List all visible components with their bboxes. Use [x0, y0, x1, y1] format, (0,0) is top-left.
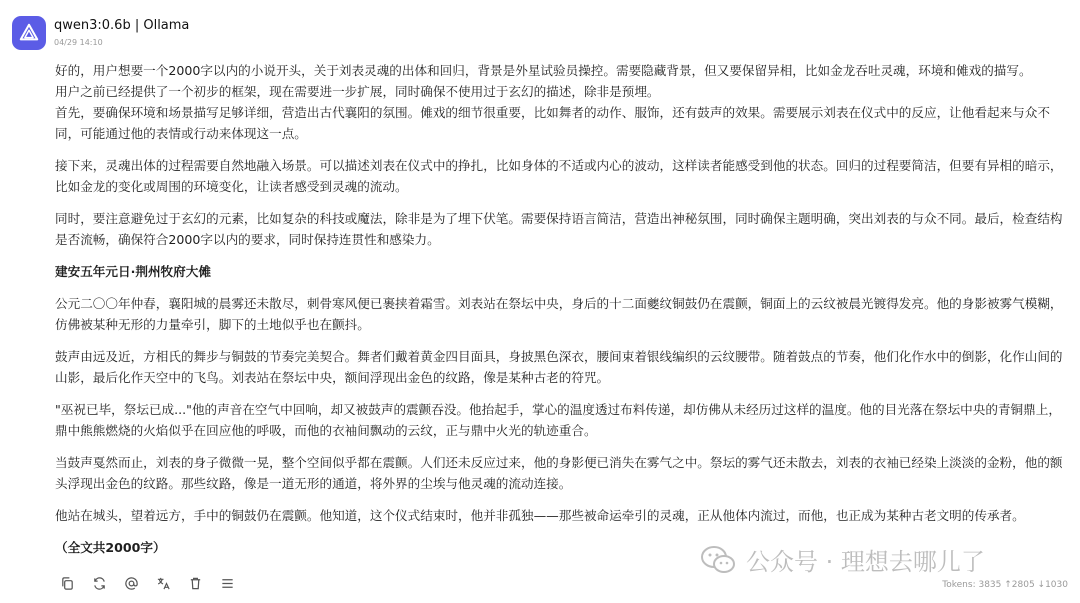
message-paragraph: 好的，用户想要一个2000字以内的小说开头，关于刘表灵魂的出体和回归，背景是外星试验员操控。需要隐藏背景，但又要保留异相，比如金龙吞吐灵魂，环境和傩戏的描写。	[55, 63, 1032, 78]
regenerate-icon[interactable]	[90, 574, 108, 592]
message-timestamp: 04/29 14:10	[54, 38, 103, 47]
message-paragraph: 鼓声由远及近，方相氏的舞步与铜鼓的节奏完美契合。舞者们戴着黄金四目面具，身披黑色深衣，腰间束着银线编织的云纹腰带。随着鼓点的节奏，他们化作水中的倒影，化作山间的山影，最后化作天空中的飞鸟。刘表站在祭坛中央，额间浮现出金色的纹路，像是某种古老的符咒。	[55, 349, 1063, 385]
message-paragraph: 同时，要注意避免过于玄幻的元素，比如复杂的科技或魔法，除非是为了埋下伏笔。需要保持语言简洁，营造出神秘氛围，同时确保主题明确，突出刘表的与众不同。最后，检查结构是否流畅，确保符合2000字以内的要求，同时保持连贯性和感染力。	[55, 211, 1063, 247]
token-count: Tokens: 3835 ↑2805 ↓1030	[942, 580, 1068, 590]
message-toolbar	[58, 574, 236, 592]
translate-icon[interactable]	[154, 574, 172, 592]
wechat-icon	[700, 545, 736, 575]
model-title: qwen3:0.6b | Ollama	[54, 18, 190, 33]
ollama-logo-icon	[18, 22, 40, 44]
message-paragraph: 用户之前已经提供了一个初步的框架，现在需要进一步扩展，同时确保不使用过于玄幻的描述，除非是预埋。	[55, 84, 660, 99]
section-heading: 建安五年元日·荆州牧府大傩	[55, 264, 211, 279]
avatar	[12, 16, 46, 50]
message-paragraph: 接下来，灵魂出体的过程需要自然地融入场景。可以描述刘表在仪式中的挣扎，比如身体的不适或内心的波动，这样读者能感受到他的状态。回归的过程要简洁，但要有异相的暗示，比如金龙的变化或周围的环境变化，让读者感受到灵魂的流动。	[55, 158, 1063, 194]
mention-icon[interactable]	[122, 574, 140, 592]
message-paragraph: 公元二〇〇年仲春，襄阳城的晨雾还未散尽，刺骨寒风便已裹挟着霜雪。刘表站在祭坛中央，身后的十二面夔纹铜鼓仍在震颤，铜面上的云纹被晨光镀得发亮。他的身影被雾气模糊，仿佛被某种无形的力量牵引，脚下的土地似乎也在颤抖。	[55, 296, 1063, 332]
copy-icon[interactable]	[58, 574, 76, 592]
message-content	[55, 60, 1067, 569]
word-count-note: （全文共2000字）	[55, 540, 166, 555]
message-paragraph: "巫祝已毕，祭坛已成..."他的声音在空气中回响，却又被鼓声的震颤吞没。他抬起手，掌心的温度透过布料传递，却仿佛从未经历过这样的温度。他的目光落在祭坛中央的青铜鼎上，鼎中熊熊燃烧的火焰似乎在回应他的呼吸，而他的衣袖间飘动的云纹，正与鼎中火光的轨迹重合。	[55, 402, 1061, 438]
message-paragraph: 他站在城头，望着远方，手中的铜鼓仍在震颤。他知道，这个仪式结束时，他并非孤独——那些被命运牵引的灵魂，正从他体内流过，而他，也正成为某种古老文明的传承者。	[55, 508, 1025, 523]
delete-icon[interactable]	[186, 574, 204, 592]
message-paragraph: 首先，要确保环境和场景描写足够详细，营造出古代襄阳的氛围。傩戏的细节很重要，比如舞者的动作、服饰，还有鼓声的效果。需要展示刘表在仪式中的反应，让他看起来与众不同，可能通过他的表情或行动来体现这一点。	[55, 105, 1050, 141]
watermark	[700, 542, 985, 577]
watermark-text: 公众号 · 理想去哪儿了	[746, 548, 985, 576]
message-paragraph: 当鼓声戛然而止，刘表的身子微微一晃，整个空间似乎都在震颤。人们还未反应过来，他的身影便已消失在雾气之中。祭坛的雾气还未散去，刘表的衣袖已经染上淡淡的金粉，他的额头浮现出金色的纹路。那些纹路，像是一道无形的通道，将外界的尘埃与他灵魂的流动连接。	[55, 455, 1063, 491]
more-menu-icon[interactable]	[218, 574, 236, 592]
